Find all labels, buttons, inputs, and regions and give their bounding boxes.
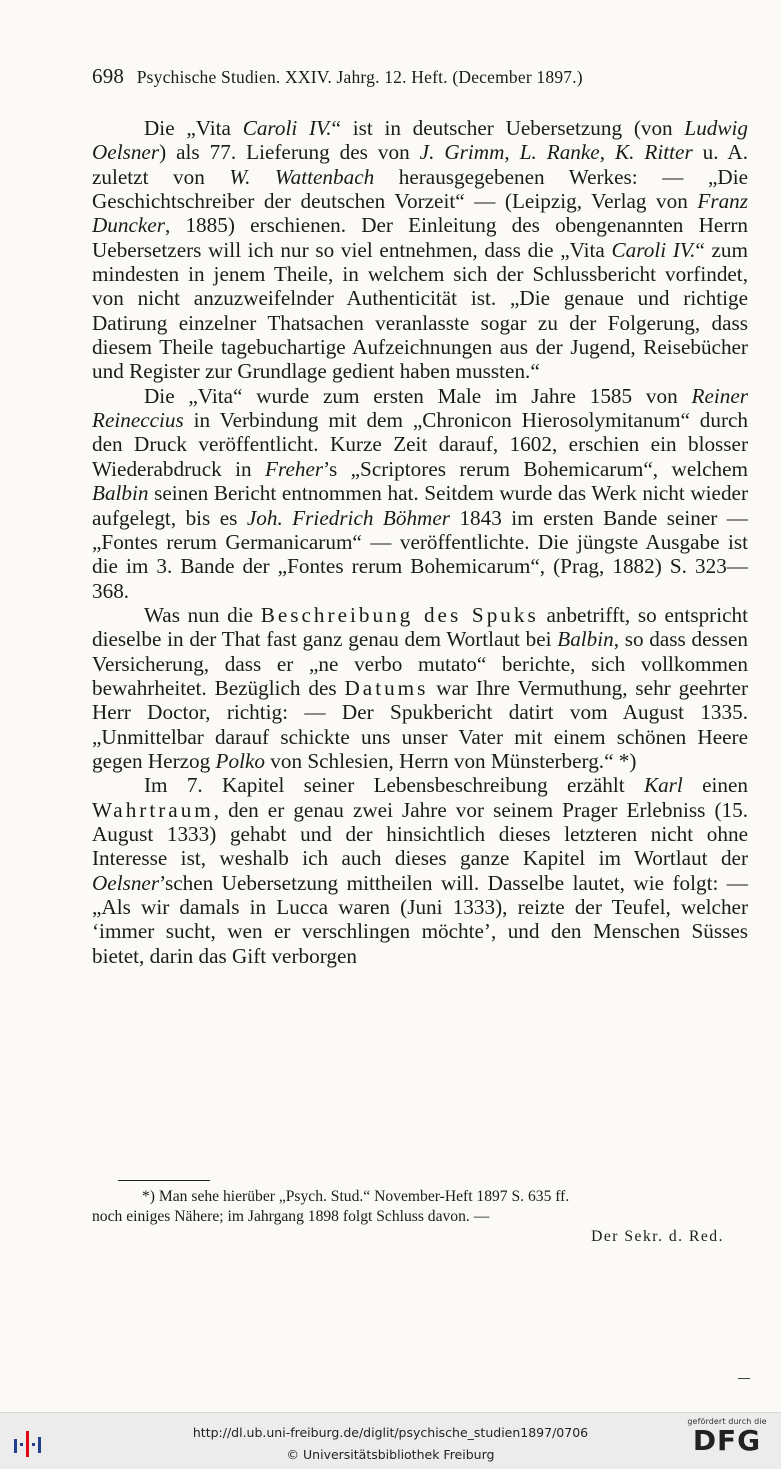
italic-name: Reiner Reineccius (92, 383, 748, 433)
footnote-signature: Der Sekr. d. Red. (591, 1228, 724, 1245)
paragraph (92, 116, 748, 384)
text-run: ’schen Uebersetzung mittheilen will. Dasselbe lautet, wie folgt: — „Als wir damals in Lucca waren (Juni 1333), reizte der Teufel, welcher ‘immer sucht, wen er verschlingen möchte’, und den Menschen Süsses bietet, darin das Gift verborgen (92, 870, 748, 968)
text-run: seinen Bericht entnommen hat. Seitdem wurde das Werk nicht wieder aufgelegt, bis es (92, 481, 748, 530)
footnote-rule (118, 1180, 210, 1181)
italic-name: L. Ranke (519, 140, 600, 165)
italic-name: Joh. Friedrich Böhmer (246, 505, 450, 530)
text-run: u. A. zuletzt von (92, 140, 748, 189)
italic-name: Polko (215, 748, 265, 773)
text-run: herausgegebenen Werkes: — „Die Geschichtschreiber der deutschen Vorzeit“ — (Leipzig, Verlag von (92, 164, 748, 214)
text-run: 1843 im ersten Bande seiner — „Fontes rerum Germanicarum“ — veröffentlichte. Die jüngste Ausgabe ist die im 3. Bande der „Fontes rerum Bohemicarum“, (Prag, 1882) S. 323—368. (92, 505, 748, 603)
paragraph (92, 773, 748, 968)
text-run: in Verbindung mit dem „Chronicon Hierosolymitanum“ durch den Druck veröffentlicht. Kurze Zeit darauf, 1602, erschien ein blosser Wiederabdruck in (92, 408, 748, 481)
text-run: , so dass dessen Versicherung, dass er „ne verbo mutato“ berichte, sich vollkommen bewahrheitet. Bezüglich des (92, 627, 748, 700)
text-run: einen (682, 773, 748, 798)
copyright-notice: © Universitätsbibliothek Freiburg (286, 1447, 495, 1462)
text-run: anbetrifft, so entspricht dieselbe in der That fast ganz genau dem Wortlaut bei (92, 602, 748, 652)
text-run: ) als 77. Lieferung des von (159, 140, 420, 165)
text-run: , (504, 140, 520, 165)
viewer-footer (0, 1412, 781, 1469)
italic-name: Caroli IV. (242, 116, 332, 140)
text-run: “ zum mindesten in jenem Theile, in welchem sich der Schlussbericht vorfindet, von nicht anzuzweifelnder Authenticität ist. „Die genaue und richtige Datirung einzelner Thatsachen veranlasste sogar zu der Folgerung, dass diesem Theile tagebuchartige Aufzeichnungen aus der Jugend, Reisebücher und Register zur Grundlage gedient haben mussten.“ (92, 237, 748, 384)
italic-name: Caroli IV. (611, 237, 696, 262)
text-run: Die „Vita“ wurde zum ersten Male im Jahre 1585 von (144, 383, 692, 408)
paragraph (92, 603, 748, 773)
italic-name: Balbin (92, 481, 149, 506)
permalink-url[interactable]: http://dl.ub.uni-freiburg.de/diglit/psychische_studien1897/0706 (192, 1425, 589, 1440)
italic-name: Ludwig Oelsner (92, 116, 748, 165)
paragraph (92, 384, 748, 603)
italic-name: Karl (643, 773, 683, 798)
footnote-line: noch einiges Nähere; im Jahrgang 1898 folgt Schluss davon. — (92, 1208, 490, 1225)
page-number: 698 (92, 64, 125, 88)
spaced-emphasis: Wahrtraum (92, 797, 214, 822)
footnote-line: *) Man sehe hierüber „Psych. Stud.“ November-Heft 1897 S. 635 ff. (142, 1188, 570, 1205)
dfg-logo-icon: DFG (692, 1424, 762, 1457)
text-run: Was nun die (144, 602, 261, 627)
italic-name: Franz Duncker (92, 189, 748, 238)
italic-name: Oelsner (92, 870, 160, 895)
italic-name: Balbin (557, 627, 614, 652)
text-run: “ ist in deutscher Uebersetzung (von (331, 116, 685, 140)
text-run: von Schlesien, Herrn von Münsterberg.“ *) (264, 748, 637, 773)
text-run: Im 7. Kapitel seiner Lebensbeschreibung erzählt (144, 773, 644, 798)
body-text (92, 116, 748, 968)
italic-name: J. Grimm (419, 140, 505, 165)
spaced-emphasis: Beschreibung des Spuks (260, 602, 539, 627)
text-run: Die „Vita (144, 116, 243, 140)
running-header (92, 64, 748, 89)
page-corner-mark (738, 1378, 750, 1379)
text-run: war Ihre Vermuthung, sehr geehrter Herr Doctor, richtig: — Der Spukbericht datirt vom August 1335. „Unmittelbar darauf schickte uns unser Vater mit einem schönen Heere gegen Herzog (92, 675, 748, 773)
italic-name: K. Ritter (615, 140, 693, 165)
italic-name: Freher (265, 456, 324, 481)
text-run: , (599, 140, 616, 165)
text-run: , 1885) erschienen. Der Einleitung des obengenannten Herrn Uebersetzers will ich nur so viel entnehmen, dass die „Vita (92, 213, 748, 262)
dfg-funder-logo[interactable] (681, 1417, 773, 1465)
footnote (92, 1187, 748, 1247)
text-run: , den er genau zwei Jahre vor seinem Prager Erlebniss (15. August 1333) gehabt und der hinsichtlich dieses letzteren nicht ohne Interesse ist, weshalb ich auch dieses ganze Kapitel im Wortlaut der (92, 797, 748, 871)
running-title: Psychische Studien. XXIV. Jahrg. 12. Heft. (December 1897.) (136, 67, 583, 87)
text-run: ’s „Scriptores rerum Bohemicarum“, welchem (323, 456, 748, 481)
italic-name: W. Wattenbach (229, 164, 375, 189)
spaced-emphasis: Datums (344, 675, 429, 700)
funder-caption: gefördert durch die (687, 1417, 767, 1426)
